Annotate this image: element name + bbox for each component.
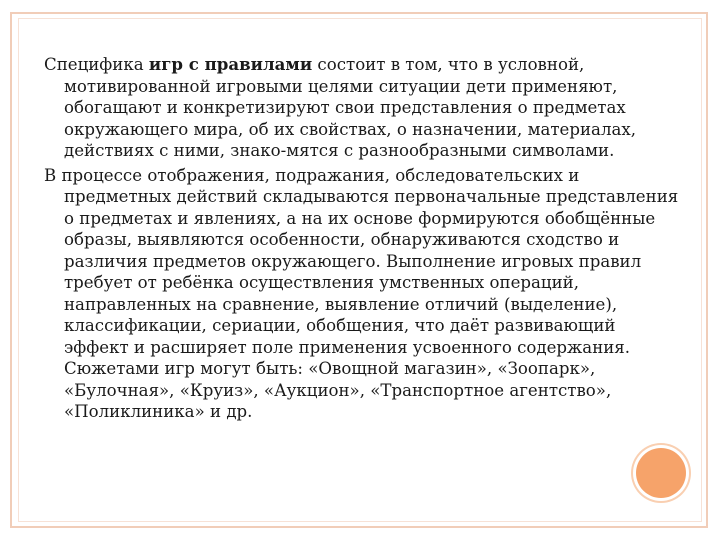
paragraph-1-lead: Специфика <box>44 55 149 74</box>
paragraph-process: В процессе отображения, подражания, обследовательских и предметных действий складываются первоначальные представления о предметах и явлениях, а на их основе формируются обобщённые образы, выявляются особенности, обнаруживаются сходство и различия предметов окружающего. Выполнение игровых правил требует от ребёнка осуществления умственных операций, направленных на сравнение, выявление отличий (выделение), классификации, сериации, обобщения, что даёт развивающий эффект и расширяет поле применения усвоенного содержания. Сюжетами игр могут быть: «Овощной магазин», «Зоопарк», «Булочная», «Круиз», «Аукцион», «Транспортное агентство», «Поликлиника» и др. <box>44 165 679 421</box>
paragraph-1-rest: состоит в том, что в условной, мотивированной игровыми целями ситуации дети применяют, обогащают и конкретизируют свои представления о предметах окружающего мира, об их свойствах, о назначении, материалах, действиях с ними, знако-мятся с разнообразными символами. <box>64 55 637 160</box>
paragraph-1-bold-term: игр с правилами <box>148 54 313 74</box>
slide-body <box>44 54 684 426</box>
decorative-circle <box>636 448 686 498</box>
paragraph-game-rules <box>44 54 684 162</box>
